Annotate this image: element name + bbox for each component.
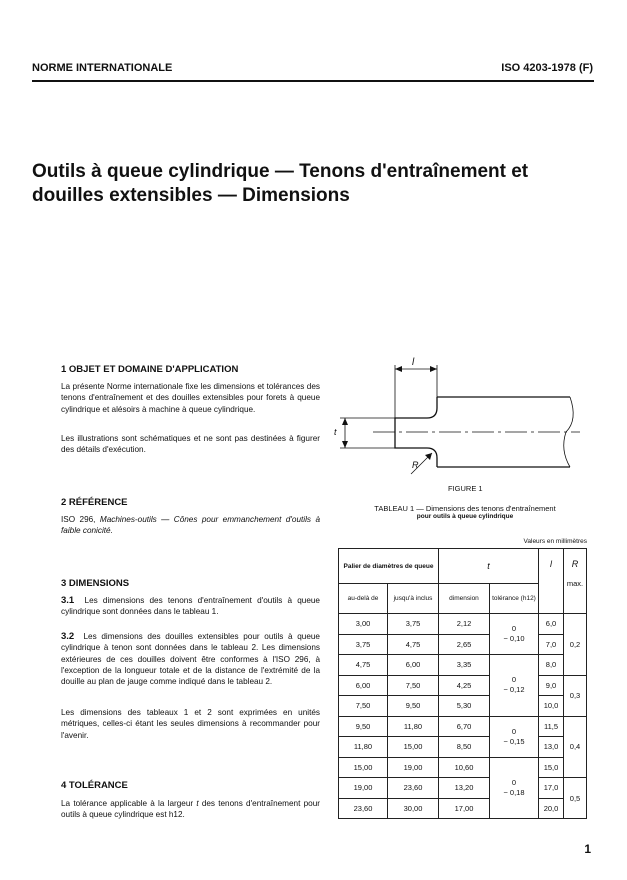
section-4-heading: 4 TOLÉRANCE — [61, 780, 128, 791]
cell-dimension: 8,50 — [439, 737, 490, 758]
R-symbol: R — [571, 559, 579, 569]
caption-line-2: pour outils à queue cylindrique — [416, 513, 514, 520]
cell-au-dela: 3,00 — [339, 614, 388, 635]
cell-au-dela: 11,80 — [339, 737, 388, 758]
table-row — [339, 655, 587, 676]
cell-au-dela: 7,50 — [339, 696, 388, 717]
cell-dimension: 5,30 — [439, 696, 490, 717]
text: La tolérance applicable à la largeur — [61, 799, 197, 808]
cell-jusqua: 19,00 — [388, 757, 439, 778]
clause-text: Les dimensions des tenons d'entraînement d'outils à queue cylindrique sont données dans le tableau 1. — [61, 596, 320, 617]
title-line-2: douilles extensibles — Dimensions — [32, 185, 350, 206]
table-row — [339, 634, 587, 655]
header-dimension: dimension — [439, 584, 490, 614]
table-row — [339, 675, 587, 696]
cell-jusqua: 30,00 — [388, 798, 439, 819]
clause-number: 3.2 — [61, 631, 75, 642]
cell-au-dela: 6,00 — [339, 675, 388, 696]
table-row — [339, 757, 587, 778]
section-1-p2: Les illustrations sont schématiques et ne sont pas destinées à figurer des détails d'exécution. — [61, 434, 320, 455]
cell-tolerance: 0 − 0,10 — [490, 614, 539, 655]
table-row — [339, 798, 587, 819]
cell-jusqua: 4,75 — [388, 634, 439, 655]
cell-au-dela: 3,75 — [339, 634, 388, 655]
dimensions-table — [338, 548, 587, 819]
text: des tenons d'entraînement pour outils à queue cylindrique est h12. — [61, 799, 320, 820]
header-R — [564, 549, 587, 614]
cell-l: 20,0 — [539, 798, 564, 819]
cell-dimension: 13,20 — [439, 778, 490, 799]
label-t: t — [334, 427, 337, 437]
figure-caption: FIGURE 1 — [448, 484, 483, 493]
header-left: NORME INTERNATIONALE — [32, 62, 173, 74]
cell-jusqua: 11,80 — [388, 716, 439, 737]
cell-tolerance: 0 − 0,12 — [490, 655, 539, 717]
table-row — [339, 716, 587, 737]
cell-dimension: 6,70 — [439, 716, 490, 737]
cell-R: 0,5 — [564, 778, 587, 819]
cell-jusqua: 9,50 — [388, 696, 439, 717]
cell-au-dela: 19,00 — [339, 778, 388, 799]
cell-dimension: 17,00 — [439, 798, 490, 819]
header-palier: Palier de diamètres de queue — [339, 549, 439, 584]
caption-line-1: TABLEAU 1 — Dimensions des tenons d'entraînement — [374, 504, 556, 513]
section-1-p1: La présente Norme internationale fixe les dimensions et tolérances des tenons d'entraînement et des douilles extensibles pour forets à queue cylindrique et alésoirs à machine à queue cylindrique. — [61, 382, 320, 414]
cell-tolerance: 0 − 0,15 — [490, 716, 539, 757]
cell-au-dela: 23,60 — [339, 798, 388, 819]
cell-jusqua: 6,00 — [388, 655, 439, 676]
cell-au-dela: 15,00 — [339, 757, 388, 778]
cell-l: 6,0 — [539, 614, 564, 635]
clause-number: 3.1 — [61, 595, 75, 606]
cell-dimension: 3,35 — [439, 655, 490, 676]
cell-l: 7,0 — [539, 634, 564, 655]
ref-number: ISO 296, — [61, 515, 96, 524]
table-row — [339, 614, 587, 635]
cell-l: 9,0 — [539, 675, 564, 696]
table-row — [339, 696, 587, 717]
cell-R: 0,3 — [564, 675, 587, 716]
cell-au-dela: 4,75 — [339, 655, 388, 676]
cell-jusqua: 15,00 — [388, 737, 439, 758]
max-label: max. — [566, 579, 584, 588]
header-tolerance: tolérance (h12) — [490, 584, 539, 614]
title-line-1: Outils à queue cylindrique — Tenons d'entraînement et — [32, 161, 529, 182]
header-l: l — [539, 549, 564, 614]
table-row — [339, 737, 587, 758]
cell-l: 13,0 — [539, 737, 564, 758]
label-l: l — [412, 357, 415, 368]
section-2-heading: 2 RÉFÉRENCE — [61, 497, 128, 508]
header-jusqua: jusqu'à inclus — [388, 584, 439, 614]
cell-dimension: 10,60 — [439, 757, 490, 778]
cell-l: 15,0 — [539, 757, 564, 778]
section-3-p3: Les dimensions des tableaux 1 et 2 sont exprimées en unités métriques, celles-ci étant les seules dimensions à recommander pour l'avenir. — [61, 708, 320, 740]
ref-title: Machines-outils — Cônes pour emmanchement d'outils à faible conicité. — [61, 515, 320, 536]
header-au-dela: au-delà de — [339, 584, 388, 614]
cell-jusqua: 7,50 — [388, 675, 439, 696]
header-right: ISO 4203-1978 (F) — [501, 62, 593, 74]
cell-jusqua: 3,75 — [388, 614, 439, 635]
cell-l: 17,0 — [539, 778, 564, 799]
section-3-heading: 3 DIMENSIONS — [61, 578, 130, 589]
cell-R: 0,2 — [564, 614, 587, 676]
cell-tolerance: 0 − 0,18 — [490, 757, 539, 819]
cell-l: 11,5 — [539, 716, 564, 737]
variable: t — [196, 799, 199, 808]
section-1-heading: 1 OBJET ET DOMAINE D'APPLICATION — [61, 364, 239, 375]
header-t: t — [439, 549, 539, 584]
label-R: R — [412, 460, 419, 470]
cell-jusqua: 23,60 — [388, 778, 439, 799]
cell-l: 10,0 — [539, 696, 564, 717]
cell-R: 0,4 — [564, 716, 587, 778]
cell-dimension: 4,25 — [439, 675, 490, 696]
table-row — [339, 778, 587, 799]
cell-l: 8,0 — [539, 655, 564, 676]
cell-dimension: 2,12 — [439, 614, 490, 635]
cell-au-dela: 9,50 — [339, 716, 388, 737]
cell-dimension: 2,65 — [439, 634, 490, 655]
table-units: Valeurs en millimètres — [523, 538, 587, 545]
clause-text: Les dimensions des douilles extensibles pour outils à queue cylindrique à tenon sont données dans le tableau 2. Les dimensions extérieures de ces douilles doivent être conformes à l'ISO 296, à l'exception de la longueur totale et de la distance de l'extrémité de la douille au plan de jauge comme indiqué dans le tableau 2. — [61, 632, 320, 687]
page-number: 1 — [584, 842, 591, 856]
table-caption — [335, 504, 595, 520]
